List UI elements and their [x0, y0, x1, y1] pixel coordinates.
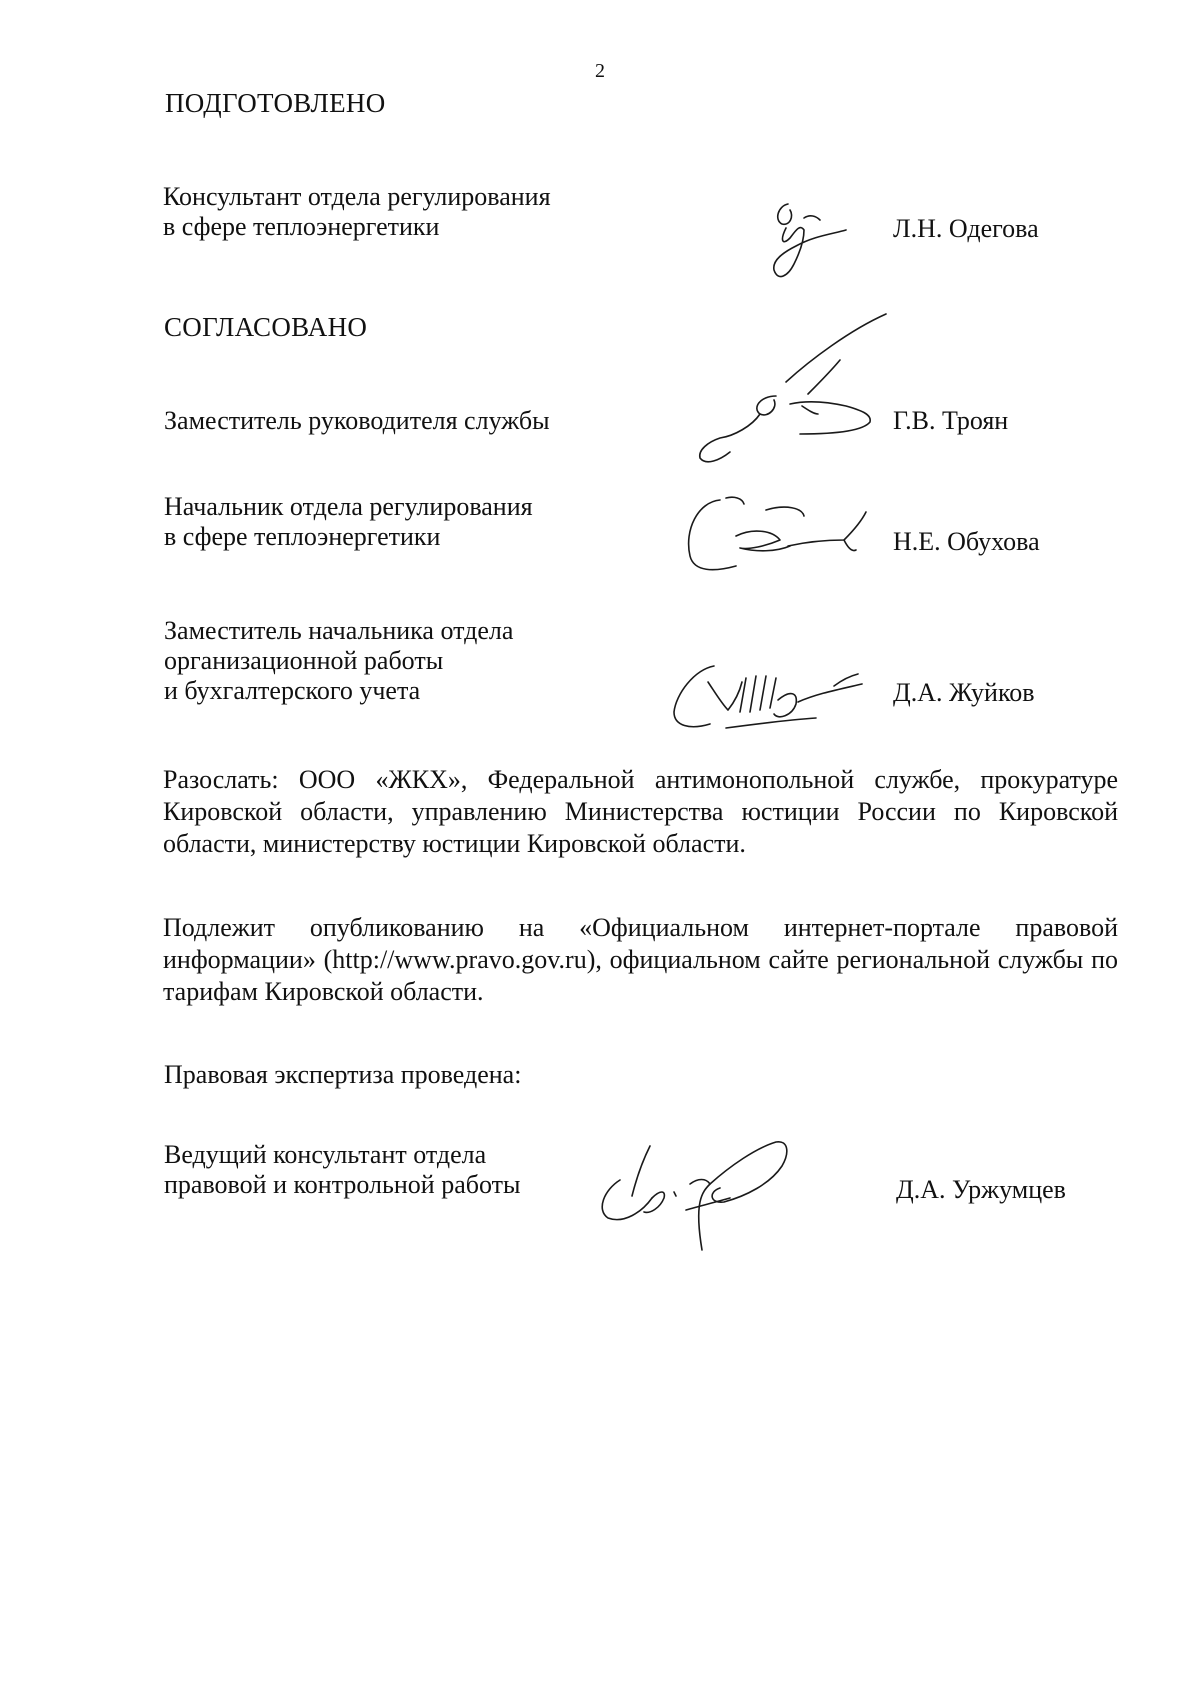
publication-text: Подлежит опубликованию на «Официальном интернет-портале правовой информации» (http://www.pravo.gov.ru), официальном сайте региональной службы по тарифам Кировской области.	[163, 913, 1118, 1006]
position-line: и бухгалтерского учета	[164, 676, 421, 705]
legal-review-name: Д.А. Уржумцев	[896, 1175, 1066, 1204]
position-line: в сфере теплоэнергетики	[164, 522, 441, 551]
legal-review-position	[164, 1140, 520, 1200]
agreed-name-3: Д.А. Жуйков	[893, 678, 1035, 707]
position-line: Консультант отдела регулирования	[163, 182, 551, 211]
position-line: организационной работы	[164, 646, 444, 675]
prepared-position	[163, 182, 551, 242]
signature-odegova	[760, 190, 870, 290]
agreed-name-2: Н.Е. Обухова	[893, 527, 1040, 556]
position-line: Ведущий консультант отдела	[164, 1140, 487, 1169]
signature-troyan	[690, 310, 890, 470]
position-line: Начальник отдела регулирования	[164, 492, 533, 521]
signature-zhuykov	[666, 660, 876, 740]
prepared-heading: ПОДГОТОВЛЕНО	[165, 88, 386, 118]
signature-obukhova	[676, 490, 876, 580]
distribution-text: Разослать: ООО «ЖКХ», Федеральной антимонопольной службе, прокуратуре Кировской области, управлению Министерства юстиции России по Кировской области, министерству юстиции Кировской области.	[163, 765, 1118, 858]
agreed-heading: СОГЛАСОВАНО	[164, 312, 368, 342]
position-line: Заместитель начальника отдела	[164, 616, 514, 645]
agreed-position-3	[164, 616, 513, 706]
position-line: Заместитель руководителя службы	[164, 406, 550, 435]
page-number: 2	[595, 60, 605, 82]
signature-urzhumtsev	[590, 1132, 810, 1252]
position-line: в сфере теплоэнергетики	[163, 212, 440, 241]
agreed-position-2	[164, 492, 533, 552]
agreed-name-1: Г.В. Троян	[893, 406, 1009, 435]
prepared-name: Л.Н. Одегова	[893, 214, 1039, 243]
position-line: правовой и контрольной работы	[164, 1170, 521, 1199]
agreed-position-1	[164, 406, 550, 436]
legal-review-heading: Правовая экспертиза проведена:	[164, 1060, 522, 1089]
